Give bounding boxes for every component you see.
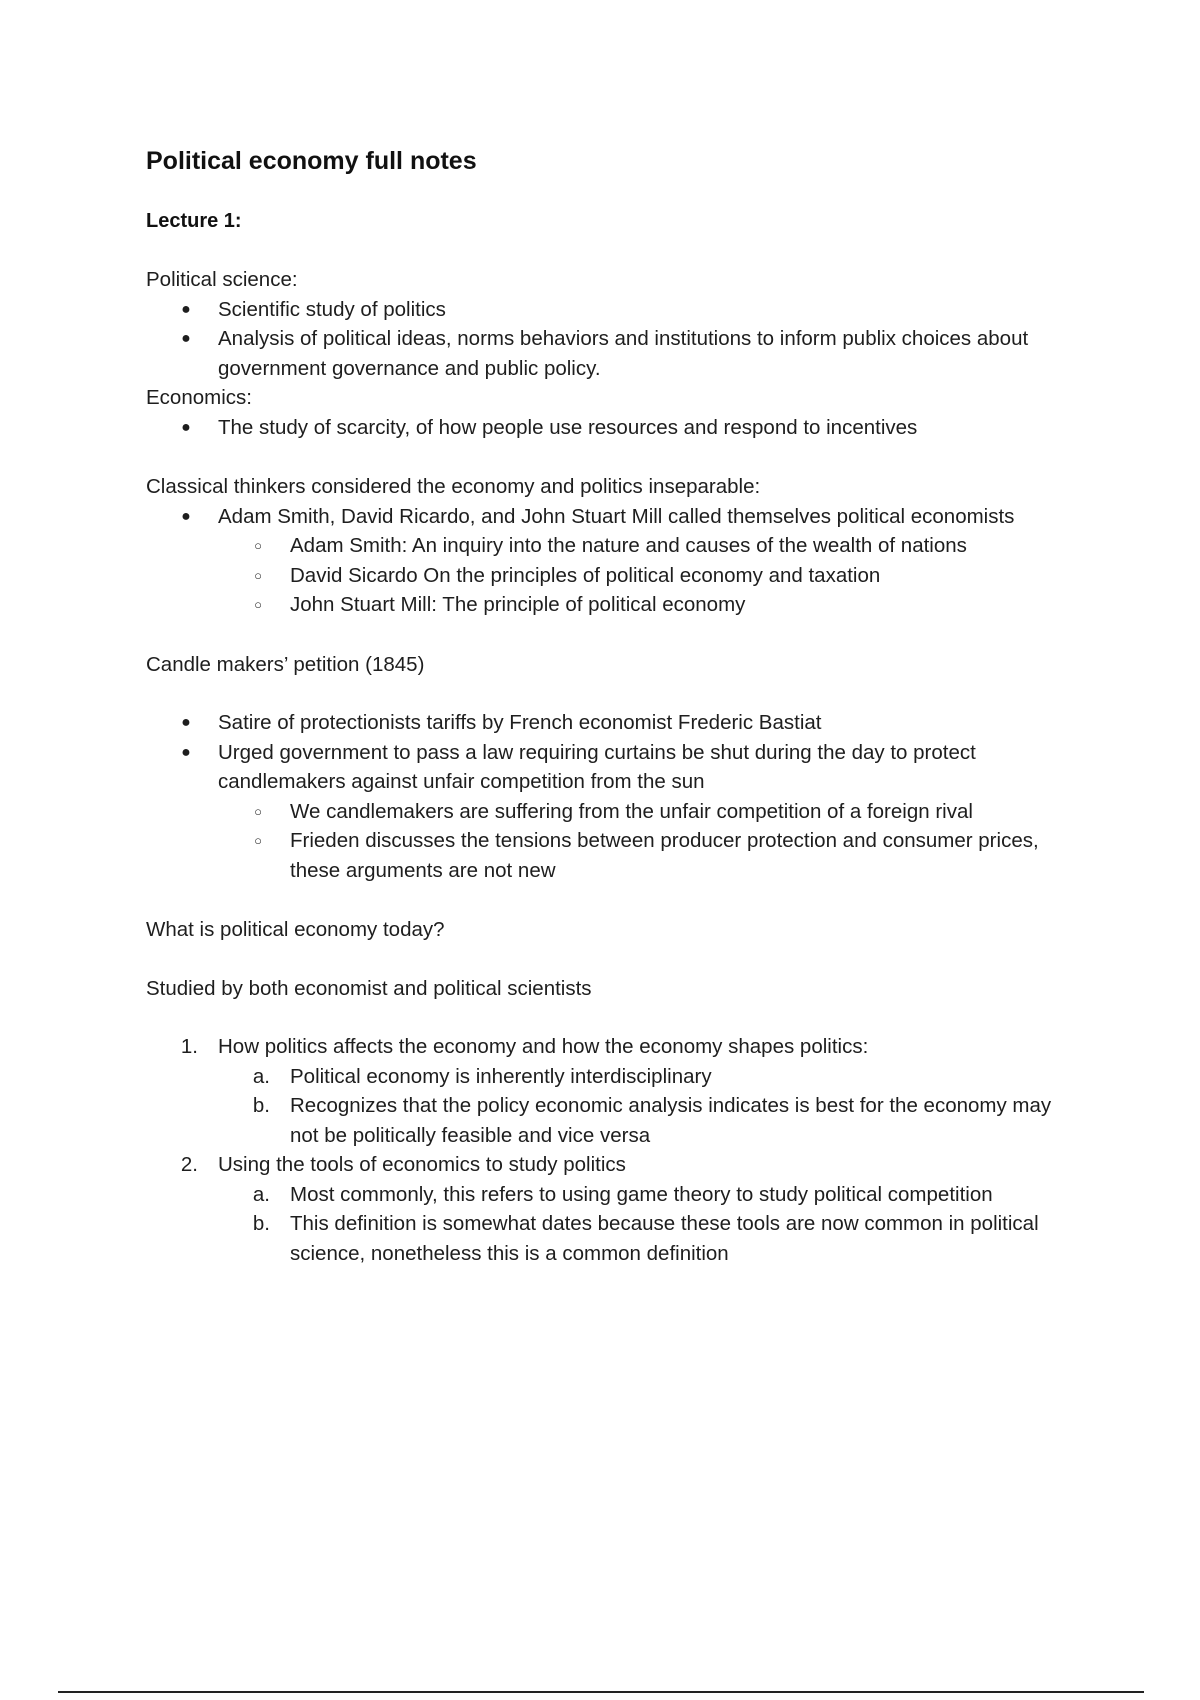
numbered-item (146, 1032, 1066, 1062)
numbered-item-text: Using the tools of economics to study politics (218, 1153, 626, 1176)
hollow-bullet-icon: ○ (254, 567, 262, 583)
hollow-bullet-icon: ○ (254, 538, 262, 553)
lettered-item-text: Most commonly, this refers to using game theory to study political competition (290, 1182, 993, 1206)
candle-petition-sub-list (146, 797, 1066, 886)
definition-2-sub-list (146, 1180, 1066, 1269)
lecture-heading: Lecture 1: (146, 210, 242, 232)
hollow-bullet-icon: ○ (254, 803, 262, 819)
bullet-icon: ● (181, 300, 191, 318)
sub-list-item-text: Frieden discusses the tensions between producer protection and consumer prices, these arguments are not new (290, 829, 1039, 882)
classical-thinkers-list (146, 502, 1066, 532)
economics-label: Economics: (146, 386, 252, 409)
list-item-text: Adam Smith, David Ricardo, and John Stuart Mill called themselves political economists (218, 504, 1015, 528)
economics-list (146, 413, 1066, 443)
lettered-item (146, 1209, 1066, 1268)
bullet-icon: ● (181, 507, 191, 525)
document-page (146, 142, 1066, 1268)
item-letter: a. (252, 1064, 270, 1088)
definitions-list-continued (146, 1150, 1066, 1180)
sub-list-item (146, 561, 1066, 591)
lettered-item (146, 1180, 1066, 1210)
sub-list-item (146, 590, 1066, 620)
list-item-text: The study of scarcity, of how people use resources and respond to incentives (218, 415, 918, 439)
hollow-bullet-icon: ○ (254, 833, 262, 848)
document-title: Political economy full notes (146, 147, 477, 175)
item-letter: a. (252, 1182, 270, 1206)
bullet-icon: ● (181, 330, 191, 347)
sub-list-item-text: John Stuart Mill: The principle of political economy (290, 593, 746, 616)
page-bottom-rule (58, 1691, 1144, 1693)
list-item-text: Urged government to pass a law requiring curtains be shut during the day to protect candlemakers against unfair competition from the sun (218, 740, 976, 793)
numbered-item-text: How politics affects the economy and how the economy shapes politics: (218, 1035, 869, 1058)
item-letter: b. (252, 1094, 270, 1117)
numbered-item (146, 1150, 1066, 1180)
political-science-list (146, 295, 1066, 384)
list-item-text: Scientific study of politics (218, 297, 446, 321)
sub-list-item (146, 797, 1066, 827)
candle-petition-label: Candle makers’ petition (1845) (146, 652, 425, 676)
sub-list-item-text: David Sicardo On the principles of political economy and taxation (290, 563, 881, 587)
lettered-item (146, 1062, 1066, 1092)
bullet-icon: ● (181, 418, 191, 436)
item-number: 1. (180, 1035, 198, 1058)
definition-1-sub-list (146, 1062, 1066, 1151)
list-item (146, 738, 1066, 797)
definitions-list (146, 1032, 1066, 1062)
bullet-icon: ● (181, 714, 191, 731)
hollow-bullet-icon: ○ (254, 597, 262, 612)
lettered-item (146, 1091, 1066, 1150)
bullet-icon: ● (181, 743, 191, 761)
list-item-text: Analysis of political ideas, norms behaviors and institutions to inform publix choices about government governance and public policy. (218, 327, 1029, 380)
sub-list-item-text: We candlemakers are suffering from the unfair competition of a foreign rival (290, 799, 973, 823)
sub-list-item-text: Adam Smith: An inquiry into the nature and causes of the wealth of nations (290, 534, 967, 557)
political-science-label: Political science: (146, 268, 298, 291)
list-item (146, 502, 1066, 532)
lettered-item-text: This definition is somewhat dates because these tools are now common in political science, nonetheless this is a common definition (290, 1212, 1039, 1265)
lettered-item-text: Political economy is inherently interdisciplinary (290, 1064, 712, 1088)
studied-by-line: Studied by both economist and political scientists (146, 976, 592, 1000)
list-item (146, 413, 1066, 443)
list-item (146, 295, 1066, 325)
list-item (146, 708, 1066, 738)
classical-works-list (146, 531, 1066, 620)
item-letter: b. (252, 1212, 270, 1235)
list-item (146, 324, 1066, 383)
sub-list-item (146, 531, 1066, 561)
sub-list-item (146, 826, 1066, 885)
item-number: 2. (180, 1153, 198, 1176)
list-item-text: Satire of protectionists tariffs by French economist Frederic Bastiat (218, 711, 822, 734)
classical-thinkers-label: Classical thinkers considered the economy and politics inseparable: (146, 475, 761, 498)
lettered-item-text: Recognizes that the policy economic analysis indicates is best for the economy may not be politically feasible and vice versa (290, 1094, 1052, 1147)
political-economy-today-question: What is political economy today? (146, 918, 445, 941)
candle-petition-list (146, 708, 1066, 797)
